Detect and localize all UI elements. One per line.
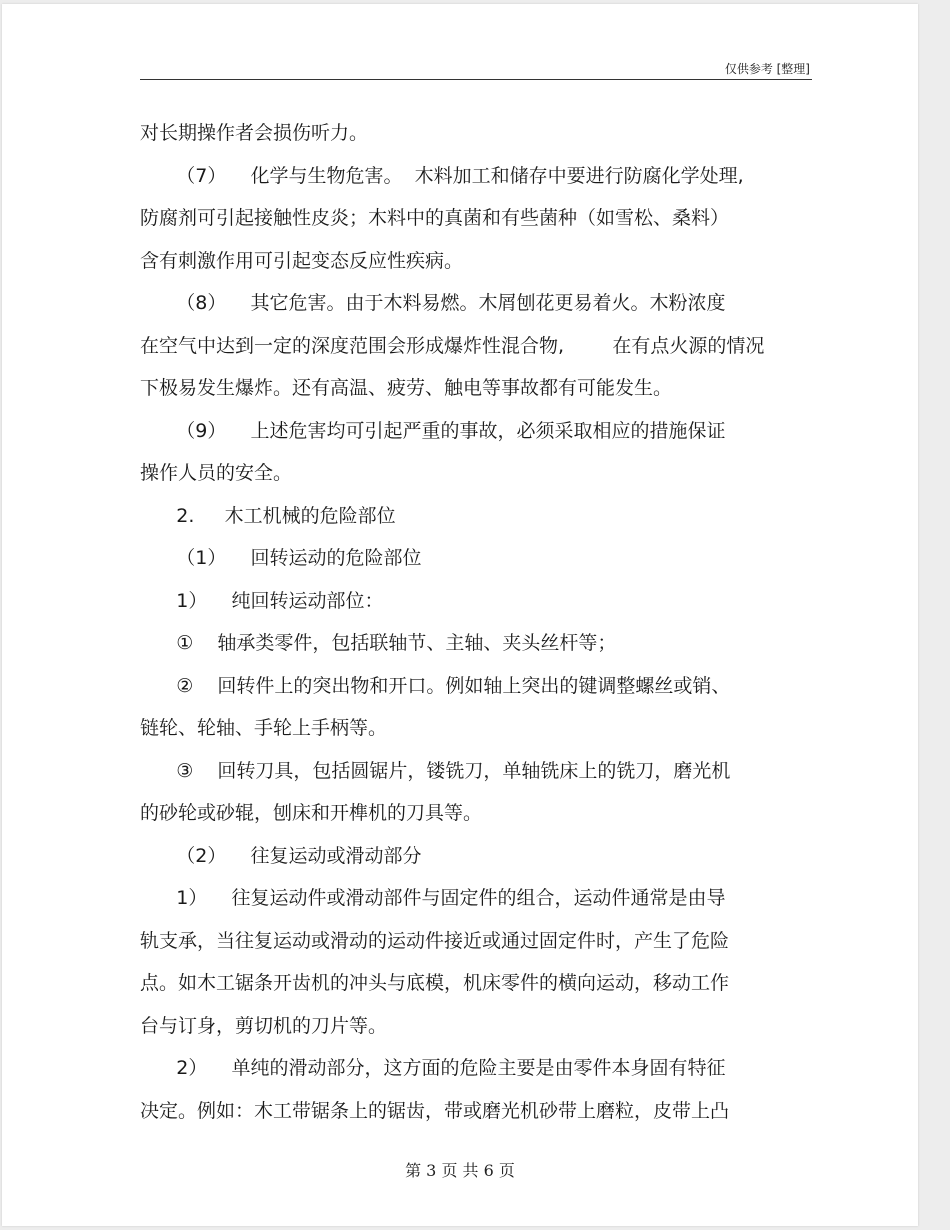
list-item: ① 轴承类零件，包括联轴节、主轴、夹头丝杆等；	[140, 632, 617, 654]
text-line: 对长期操作者会损伤听力。	[140, 122, 369, 144]
text-line: 在空气中达到一定的深度范围会形成爆炸性混合物, 在有点火源的情况	[140, 334, 765, 357]
text-line: 1） 纯回转运动部位：	[140, 589, 384, 612]
text-line: 轨支承，当往复运动或滑动的运动件接近或通过固定件时，产生了危险	[140, 929, 730, 952]
document-page	[2, 4, 918, 1226]
subsection-heading: （1） 回转运动的危险部位	[140, 547, 422, 569]
text-line: 下极易发生爆炸。还有高温、疲劳、触电等事故都有可能发生。	[140, 377, 673, 399]
list-item: ③ 回转刀具，包括圆锯片，镂铣刀，单轴铣床上的铣刀，磨光机	[140, 759, 731, 782]
text-line: 的砂轮或砂辊，刨床和开榫机的刀具等。	[140, 802, 483, 824]
header-note: 仅供参考 [整理]	[724, 62, 810, 76]
text-line: （7） 化学与生物危害。 木料加工和储存中要进行防腐化学处理,	[140, 164, 744, 187]
page-number-footer: 第 3 页 共 6 页	[405, 1161, 515, 1180]
text-line: 点。如木工锯条开齿机的冲头与底模，机床零件的横向运动，移动工作	[140, 972, 730, 994]
text-line: （8） 其它危害。由于木料易燃。木屑刨花更易着火。木粉浓度	[140, 292, 726, 314]
text-line: 含有刺激作用可引起变态反应性疾病。	[140, 249, 464, 272]
text-line: 台与订身，剪切机的刀片等。	[140, 1014, 388, 1037]
text-line: 决定。例如：木工带锯条上的锯齿，带或磨光机砂带上磨粒，皮带上凸	[140, 1099, 730, 1122]
section-heading: 2. 木工机械的危险部位	[140, 504, 396, 527]
text-line: 链轮、轮轴、手轮上手柄等。	[140, 717, 388, 739]
text-line: 1） 往复运动件或滑动部件与固定件的组合，运动件通常是由导	[140, 887, 726, 909]
header-divider	[140, 79, 812, 80]
text-line: 防腐剂可引起接触性皮炎；木料中的真菌和有些菌种（如雪松、桑料）	[140, 207, 730, 229]
text-line: （9） 上述危害均可引起严重的事故，必须采取相应的措施保证	[140, 419, 726, 442]
subsection-heading: （2） 往复运动或滑动部分	[140, 844, 422, 867]
text-line: 操作人员的安全。	[140, 462, 293, 484]
body-text	[140, 112, 812, 1132]
list-item: ② 回转件上的突出物和开口。例如轴上突出的键调整螺丝或销、	[140, 674, 731, 697]
text-line: 2） 单纯的滑动部分，这方面的危险主要是由零件本身固有特征	[140, 1057, 726, 1079]
